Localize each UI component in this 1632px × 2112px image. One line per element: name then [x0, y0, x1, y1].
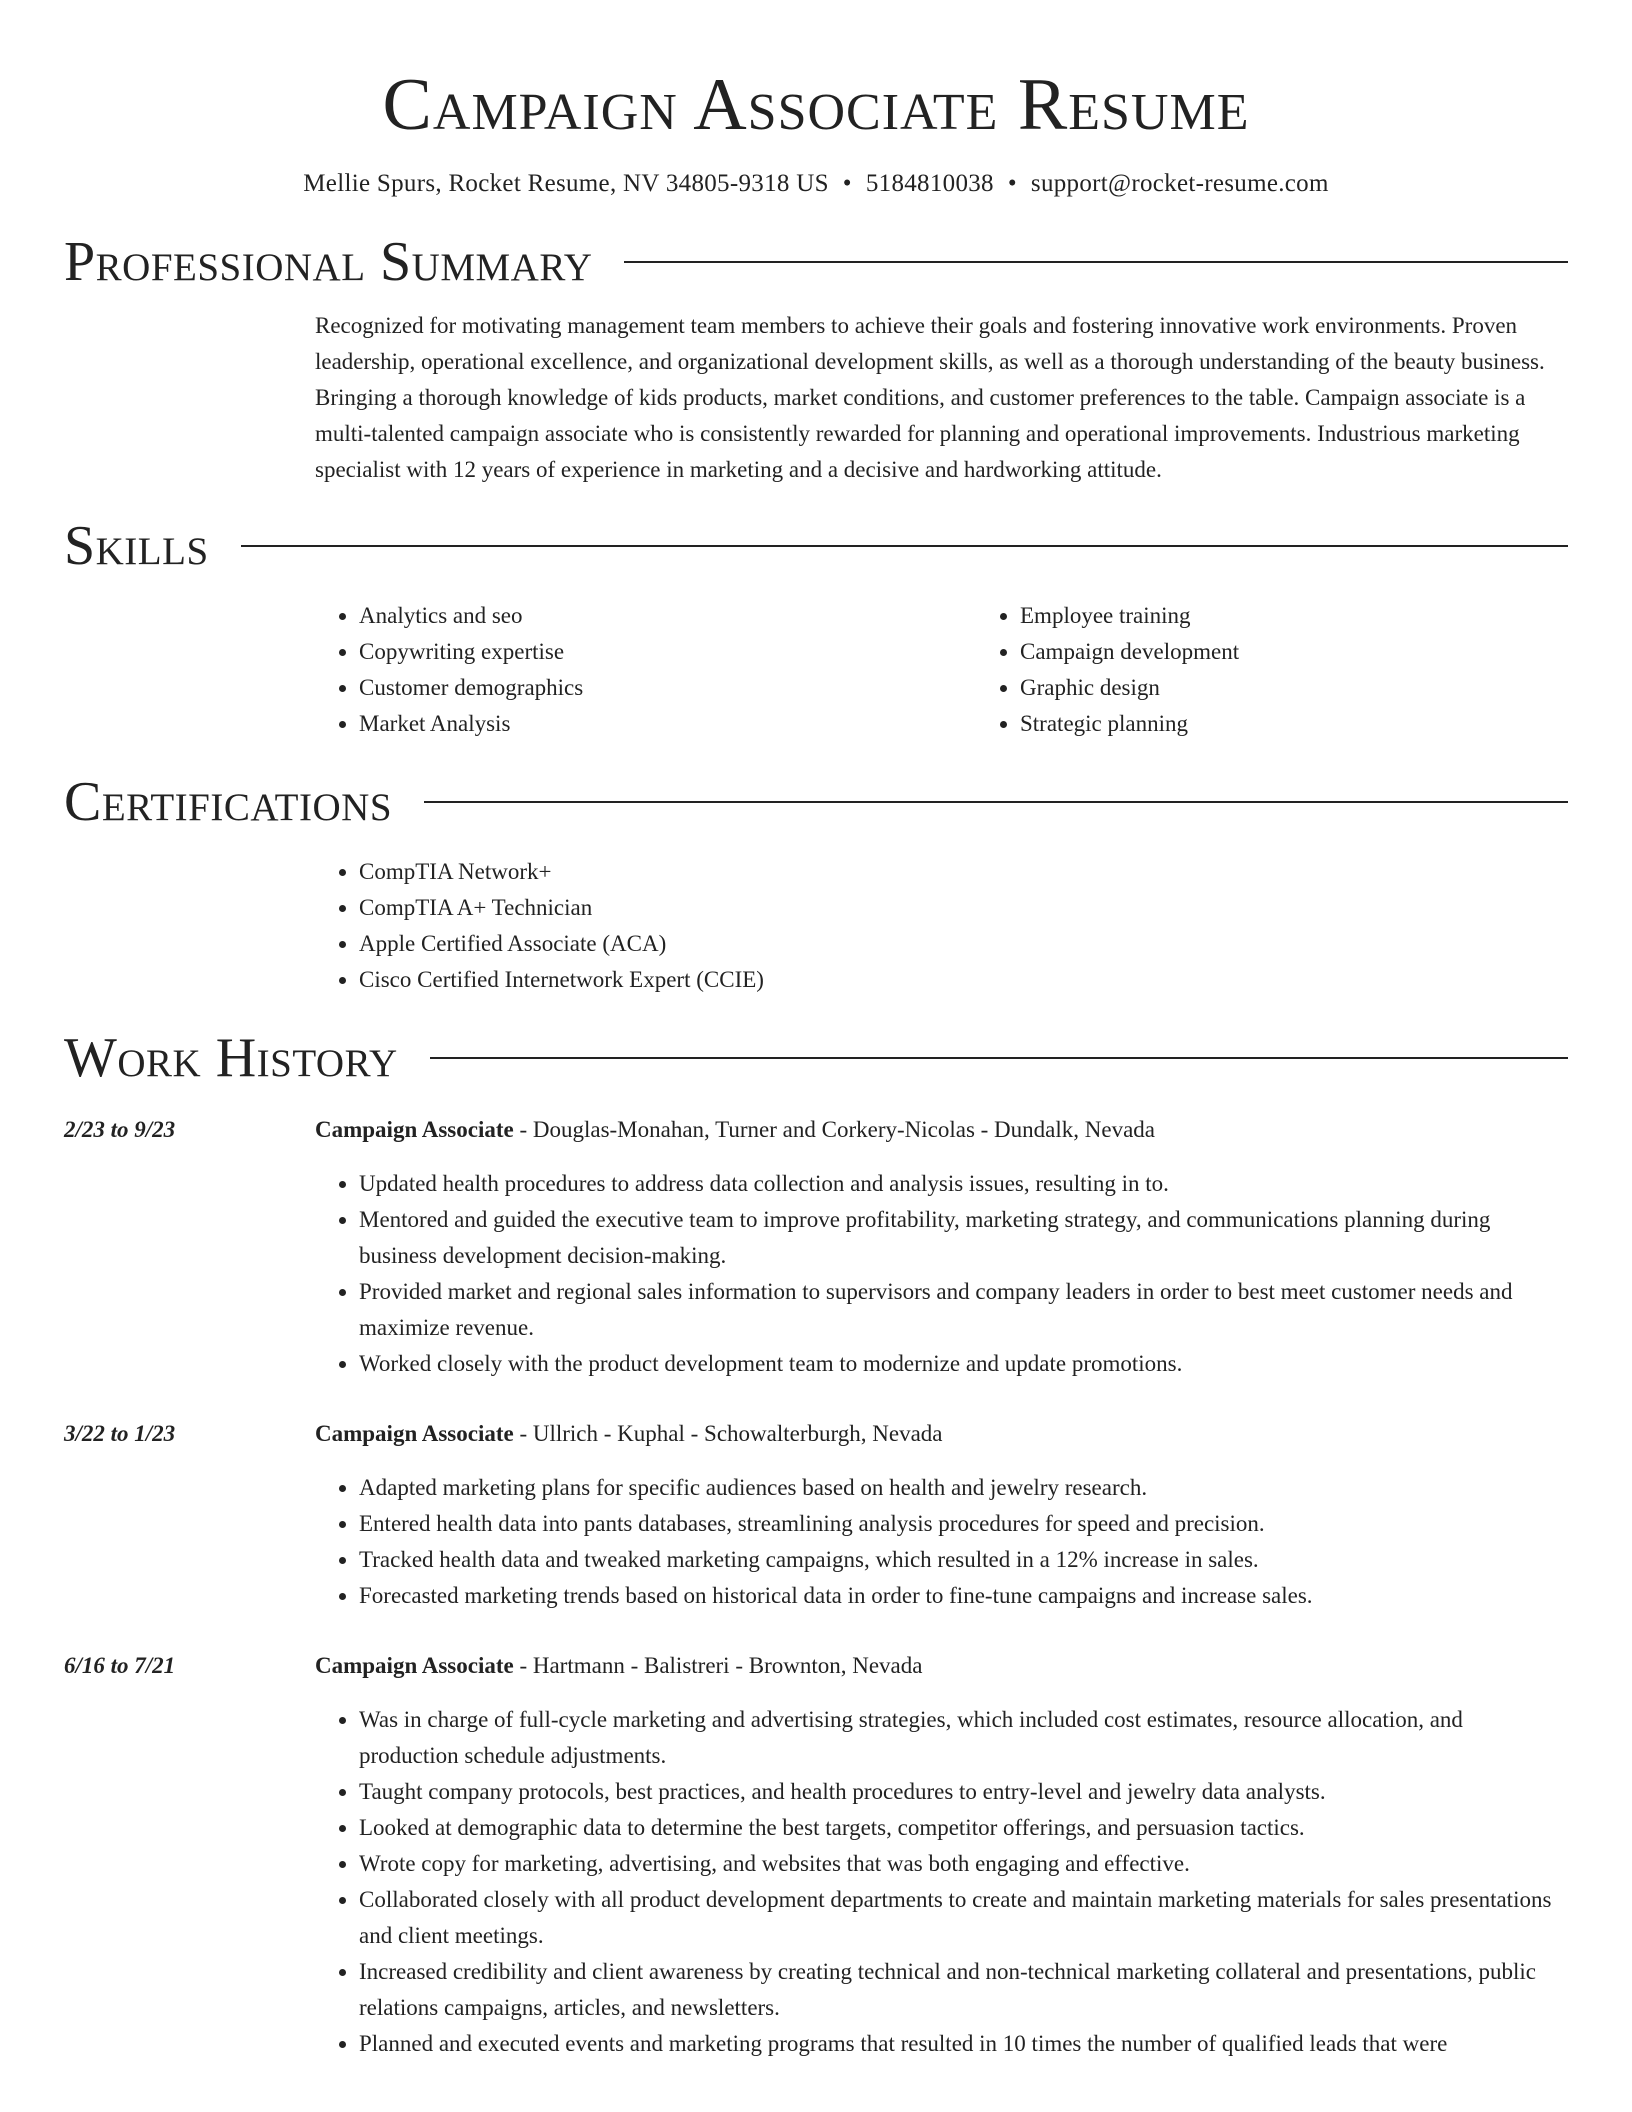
skill-item: • Graphic design: [1020, 670, 1632, 706]
job-duty: • Looked at demographic data to determine the best targets, competitor offerings, and persuasion tactics.: [359, 1810, 1568, 1846]
job-company: - Hartmann - Balistreri - Brownton, Nevada: [513, 1653, 923, 1678]
skills-heading: Skills: [64, 515, 209, 577]
job-duty: • Taught company protocols, best practices, and health procedures to entry-level and jewelry data analysts.: [359, 1774, 1568, 1810]
section-divider: [424, 801, 1568, 803]
contact-separator: •: [1007, 170, 1017, 197]
job-entry: [64, 1416, 1568, 1614]
job-entry: [64, 1648, 1568, 2062]
job-dates: 3/22 to 1/23: [64, 1421, 176, 1446]
contact-address: Mellie Spurs, Rocket Resume, NV 34805-9318 US: [303, 170, 829, 197]
work-section-header: [64, 1026, 1568, 1090]
job-duty: • Was in charge of full-cycle marketing and advertising strategies, which included cost estimates, resource allocation, and production schedule adjustments.: [359, 1702, 1568, 1774]
job-duties: [315, 1166, 1568, 1382]
job-title: Campaign Associate: [315, 1421, 514, 1446]
certification-item: • CompTIA A+ Technician: [359, 890, 1568, 926]
skill-item: • Strategic planning: [1020, 706, 1632, 742]
skill-item: • Customer demographics: [359, 670, 976, 706]
section-divider: [430, 1057, 1568, 1059]
skill-item: • Campaign development: [1020, 634, 1632, 670]
contact-separator: •: [842, 170, 852, 197]
job-headline: [315, 1112, 1568, 1148]
job-title: Campaign Associate: [315, 1117, 514, 1142]
section-divider: [624, 261, 1568, 263]
job-entry: [64, 1112, 1568, 1382]
job-duties: [315, 1702, 1568, 2062]
job-title: Campaign Associate: [315, 1653, 514, 1678]
skill-item: • Employee training: [1020, 598, 1632, 634]
job-company: - Ullrich - Kuphal - Schowalterburgh, Nevada: [513, 1421, 943, 1446]
skill-item: • Market Analysis: [359, 706, 976, 742]
certification-item: • Apple Certified Associate (ACA): [359, 926, 1568, 962]
certification-item: • CompTIA Network+: [359, 854, 1568, 890]
job-body: [315, 1648, 1568, 2062]
job-company: - Douglas-Monahan, Turner and Corkery-Nicolas - Dundalk, Nevada: [513, 1117, 1155, 1142]
certification-item: • Cisco Certified Internetwork Expert (CCIE): [359, 962, 1568, 998]
skill-item: • Analytics and seo: [359, 598, 976, 634]
job-duty: • Forecasted marketing trends based on historical data in order to fine-tune campaigns and increase sales.: [359, 1578, 1568, 1614]
job-dates: 6/16 to 7/21: [64, 1653, 176, 1678]
summary-text: Recognized for motivating management team members to achieve their goals and fostering innovative work environments. Proven leadership, operational excellence, and organizational development skills, as well as a thorough understanding of the beauty business. Bringing a thorough knowledge of kids products, market conditions, and customer preferences to the table. Campaign associate is a multi-talented campaign associate who is consistently rewarded for planning and operational improvements. Industrious marketing specialist with 12 years of experience in marketing and a decisive and hardworking attitude.: [315, 313, 1545, 482]
contact-phone: 5184810038: [865, 170, 994, 197]
summary-section-header: [64, 230, 1568, 294]
job-duty: • Adapted marketing plans for specific audiences based on health and jewelry research.: [359, 1470, 1568, 1506]
section-divider: [241, 545, 1568, 547]
job-dates: 2/23 to 9/23: [64, 1117, 176, 1142]
certifications-section-header: [64, 770, 1568, 834]
job-headline: [315, 1648, 1568, 1684]
certifications-heading: Certifications: [64, 771, 393, 833]
job-duty: • Worked closely with the product development team to modernize and update promotions.: [359, 1346, 1568, 1382]
contact-line: [0, 168, 1632, 200]
job-duty: • Mentored and guided the executive team to improve profitability, marketing strategy, and communications planning during business development decision-making.: [359, 1202, 1568, 1274]
job-duty: • Wrote copy for marketing, advertising, and websites that was both engaging and effective.: [359, 1846, 1568, 1882]
certifications-list: [315, 854, 1568, 998]
skills-column-left: [315, 598, 976, 742]
summary-heading: Professional Summary: [64, 231, 593, 293]
skills-section-header: [64, 514, 1568, 578]
job-duty: • Planned and executed events and marketing programs that resulted in 10 times the number of qualified leads that were: [359, 2026, 1568, 2062]
contact-email[interactable]: support@rocket-resume.com: [1030, 170, 1329, 197]
job-duties: [315, 1470, 1568, 1614]
certifications-section: [315, 854, 1568, 998]
job-duty: • Updated health procedures to address data collection and analysis issues, resulting in to.: [359, 1166, 1568, 1202]
job-duty: • Entered health data into pants databases, streamlining analysis procedures for speed and precision.: [359, 1506, 1568, 1542]
resume-title: Campaign Associate Resume: [382, 64, 1250, 146]
job-body: [315, 1112, 1568, 1382]
job-duty: • Increased credibility and client awareness by creating technical and non-technical marketing collateral and presentations, public relations campaigns, articles, and newsletters.: [359, 1954, 1568, 2026]
skill-item: • Copywriting expertise: [359, 634, 976, 670]
job-duty: • Collaborated closely with all product development departments to create and maintain marketing materials for sales presentations and client meetings.: [359, 1882, 1568, 1954]
job-duty: • Tracked health data and tweaked marketing campaigns, which resulted in a 12% increase in sales.: [359, 1542, 1568, 1578]
skills-column-right: [976, 598, 1632, 742]
summary-section: [315, 308, 1568, 488]
job-body: [315, 1416, 1568, 1614]
job-duty: • Provided market and regional sales information to supervisors and company leaders in order to best meet customer needs and maximize revenue.: [359, 1274, 1568, 1346]
work-heading: Work History: [64, 1027, 398, 1089]
job-headline: [315, 1416, 1568, 1452]
skills-list: [315, 598, 1568, 742]
